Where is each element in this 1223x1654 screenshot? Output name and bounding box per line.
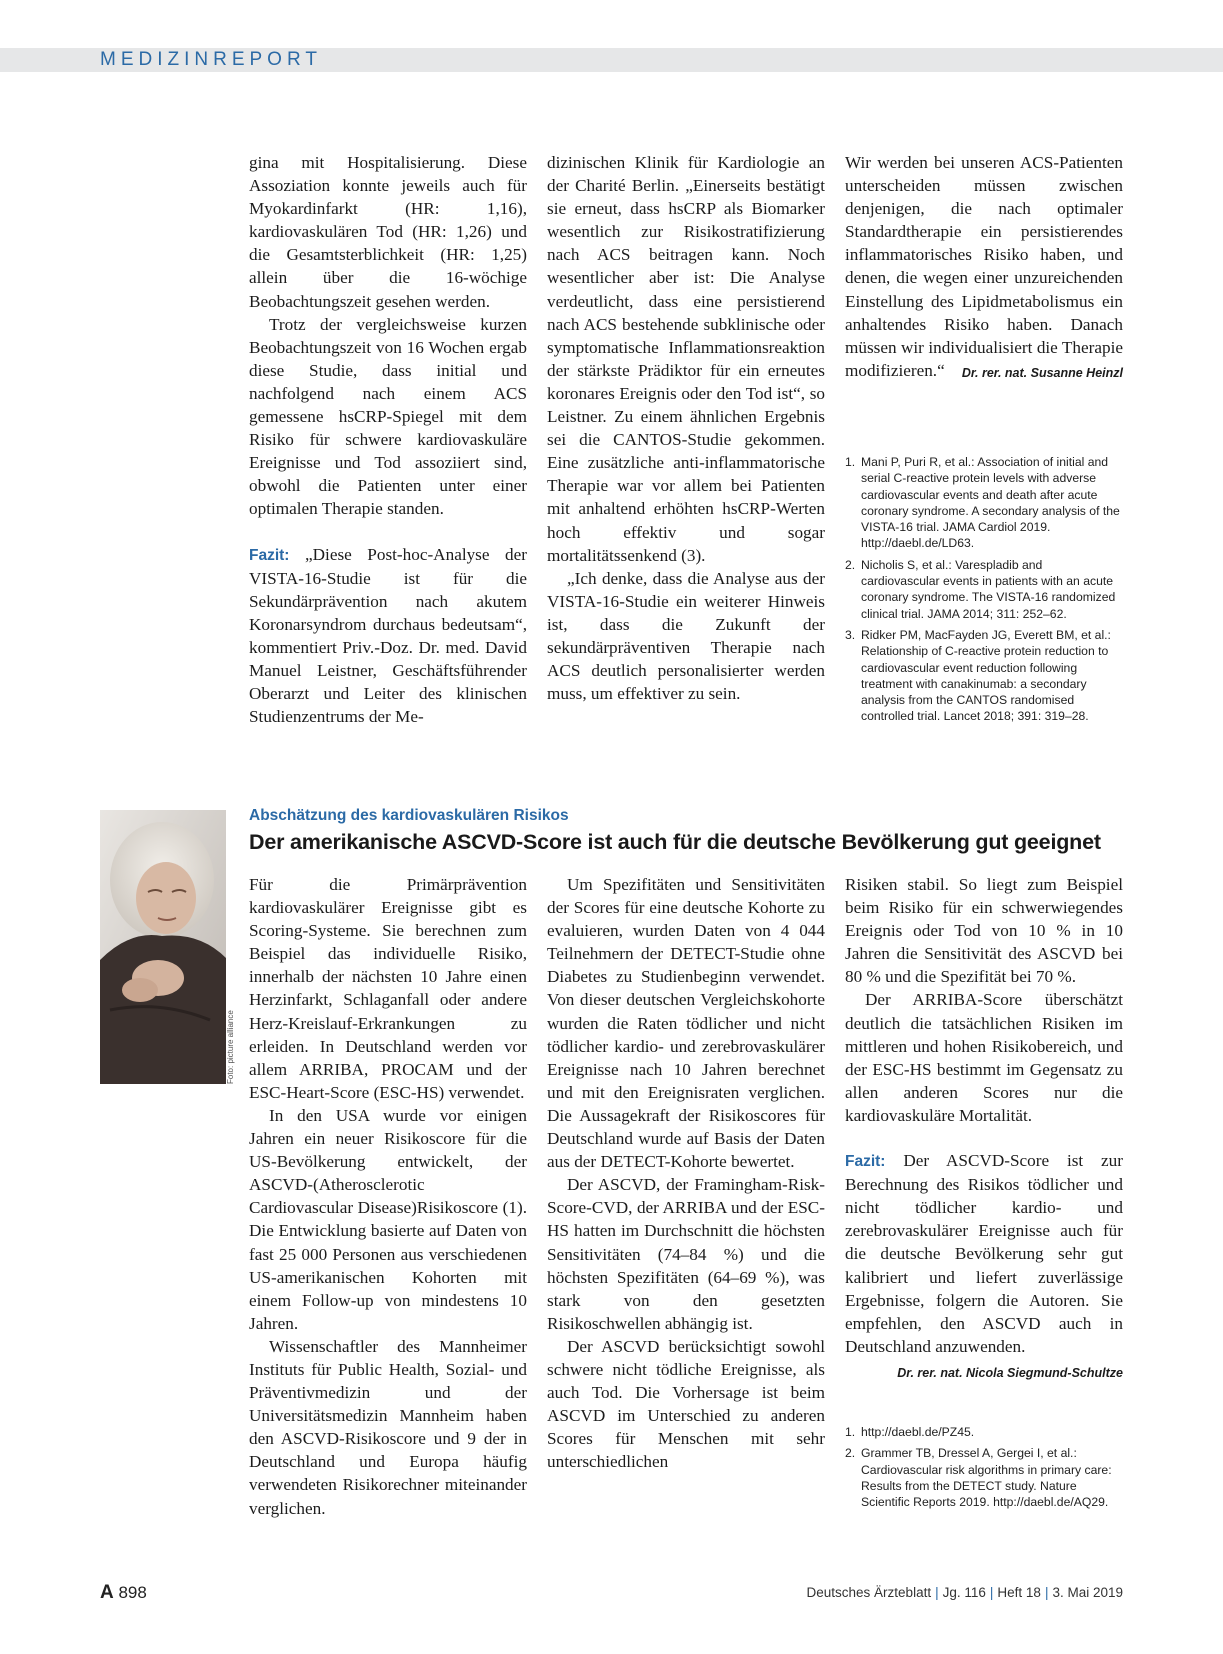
paragraph: Wissenschaftler des Mannheimer Instituts für Public Health, Sozial- und Präventivmedizin und der Universitätsmedizin Mannheim haben den ASCVD-Risikoscore und 9 der in Deutschland und Europa häufig verwendeten Risikorechner miteinander verglichen.	[249, 1336, 527, 1518]
reference-item: 2. Nicholis S, et al.: Varespladib and cardiovascular events in patients with an acute coronary syndrome. The VISTA-16 randomized clinical trial. JAMA 2014; 311: 252–62.	[845, 557, 1116, 621]
fazit-paragraph	[845, 1149, 1123, 1358]
section-label: MEDIZINREPORT	[100, 49, 322, 70]
photo-credit: Foto: picture alliance	[226, 1010, 235, 1084]
article1-column-3	[845, 151, 1123, 385]
paragraph: Trotz der vergleichsweise kurzen Beobachtungszeit von 16 Wochen ergab diese Studie, dass initial und nachfolgend nach einem ACS gemessene hsCRP-Spiegel mit dem Risiko für schwere kardiovaskuläre Ereignisse und Tod assoziiert sind, obwohl die Patienten unter einer optimalen Therapie standen.	[249, 314, 527, 519]
paragraph: dizinischen Klinik für Kardiologie an der Charité Berlin. „Einerseits bestätigt sie erneut, dass hsCRP als Biomarker wesentlich zur Risikostratifizierung nach ACS beitragen kann. Noch wesentlicher aber ist: Die Analyse verdeutlicht, dass eine persistierend nach ACS bestehende subklinische oder symptomatische Inflammationsreaktion der stärkste Prädiktor für ein erneutes koronares Ereignis oder den Tod ist“, so Leistner. Zu einem ähnlichen Ergebnis sei die CANTOS-Studie gekommen. Eine zusätzliche anti-inflammatorische Therapie war vor allem bei Patienten mit anhaltend erhöhten hsCRP-Werten hoch effektiv und sogar mortalitätssenkend (3).	[547, 153, 825, 565]
paragraph: Wir werden bei unseren ACS-Patienten unterscheiden müssen zwischen denjenigen, die nach optimaler Standardtherapie ein persistierendes inflammatorisches Risiko haben, und denen, die wegen einer unzureichenden Einstellung des Lipidmetabolismus ein anhaltendes Risiko haben. Danach müssen wir individualisiert die Therapie modifizieren.“	[845, 153, 1123, 380]
paragraph: Um Spezifitäten und Sensitivitäten der Scores für eine deutsche Kohorte zu evaluieren, wurden Daten von 4 044 Teilnehmern der DETECT-Studie ohne Diabetes zu Studienbeginn verwendet. Von dieser deutschen Vergleichskohorte wurden die Raten tödlicher und nicht tödlicher kardio- und zerebrovaskulärer Ereignisse nach 10 Jahren berechnet und mit den Ereignisraten verglichen. Die Aussagekraft der Risikoscores für Deutschland wurde auf Basis der Daten aus der DETECT-Kohorte bewertet.	[547, 875, 825, 1172]
paragraph: In den USA wurde vor einigen Jahren ein neuer Risikoscore für die US-Bevölkerung entwickelt, der ASCVD-(Atherosclerotic Cardiovascular Disease)Risikoscore (1). Die Entwicklung basierte auf Daten von fast 25 000 Personen aus verschiedenen US-amerikanischen Kohorten mit einem Follow-up von mindestens 10 Jahren.	[249, 1105, 527, 1333]
paragraph: Der ASCVD berücksichtigt sowohl schwere nicht tödliche Ereignisse, als auch Tod. Die Vorhersage ist beim ASCVD im Unterschied zu anderen Scores für Menschen mit sehr unterschiedlichen	[547, 1336, 825, 1472]
article2-references	[845, 1424, 1120, 1515]
reference-item: 1. Mani P, Puri R, et al.: Association of initial and serial C-reactive protein levels with adverse cardiovascular events and death after acute coronary syndrome. A secondary analysis of the VISTA-16 trial. JAMA Cardiol 2019. http://daebl.de/LD63.	[845, 455, 1120, 551]
page-number	[100, 1582, 147, 1604]
woman-portrait-image	[100, 810, 226, 1084]
article2-column-1	[249, 873, 527, 1520]
fazit-label: Fazit:	[845, 1153, 886, 1171]
fazit-text: Der ASCVD-Score ist zur Berechnung des Risikos tödlicher und nicht tödlicher kardio- und zerebrovaskulärer Ereignisse auch für die deutsche Bevölkerung sehr gut kalibriert und liefert zuverlässige Ergebnisse, folgern die Autoren. Sie empfehlen, den ASCVD auch in Deutschland anzuwenden.	[845, 1151, 1123, 1356]
reference-item: 2. Grammer TB, Dressel A, Gergei I, et al.: Cardiovascular risk algorithms in primary care: Results from the DETECT study. Nature Scientific Reports 2019. http://daebl.de/AQ29.	[845, 1446, 1112, 1510]
fazit-text: „Diese Post-hoc-Analyse der VISTA-16-Studie ist für die Sekundärprävention nach akutem Koronarsyndrom durchaus bedeutsam“, kommentiert Priv.-Doz. Dr. med. David Manuel Leistner, Geschäftsführender Oberarzt und Leiter des klinischen Studienzentrums der Me-	[249, 544, 527, 727]
paragraph: Der ARRIBA-Score überschätzt deutlich die tatsächlichen Risiken im mittleren und hohen Risikobereich, und der ESC-HS bestimmt im Gegensatz zu allen anderen Scores nur die kardiovaskuläre Mortalität.	[845, 990, 1123, 1125]
journal-volume: Jg. 116	[942, 1585, 986, 1600]
fazit-label: Fazit:	[249, 546, 290, 564]
article-kicker: Abschätzung des kardiovaskulären Risikos	[249, 807, 569, 824]
page-number-value: 898	[118, 1583, 147, 1602]
article-photo	[100, 810, 226, 1084]
article2-column-3	[845, 873, 1123, 1385]
paragraph: Der ASCVD, der Framingham-Risk-Score-CVD, der ARRIBA und der ESC-HS hatten im Durchschnitt die höchsten Sensitivitäten (74–84 %) und die höchsten Spezifitäten (64–69 %), was stark von den gesetzten Risikoschwellen abhängig ist.	[547, 1175, 825, 1333]
paragraph: „Ich denke, dass die Analyse aus der VISTA-16-Studie ein weiterer Hinweis ist, dass die Zukunft der sekundärpräventiven Therapie nach ACS deutlich personalisierter werden muss, um effektiver zu sein.	[547, 568, 825, 704]
paragraph: gina mit Hospitalisierung. Diese Assoziation konnte jeweils auch für Myokardinfarkt (HR: 1,16), kardiovaskulären Tod (HR: 1,26) und die Gesamtsterblichkeit (HR: 1,25) allein über die 16-wöchige Beobachtungszeit gesehen werden.	[249, 153, 527, 311]
journal-footer: Deutsches Ärzteblatt | Jg. 116 | Heft 18 | 3. Mai 2019	[806, 1585, 1123, 1600]
reference-item: 1. http://daebl.de/PZ45.	[845, 1425, 975, 1439]
article1-column-1	[249, 151, 527, 728]
paragraph: Risiken stabil. So liegt zum Beispiel beim Risiko für ein schwerwiegendes Ereignis oder Tod von 10 % in 10 Jahren die Sensitivität des ASCVD bei 80 % und die Spezifität bei 70 %.	[845, 875, 1123, 987]
fazit-paragraph	[249, 543, 527, 729]
article1-references	[845, 454, 1120, 730]
article-headline: Der amerikanische ASCVD-Score ist auch für die deutsche Bevölkerung gut geeignet	[249, 830, 1101, 854]
journal-issue: Heft 18	[997, 1585, 1041, 1600]
article1-column-2	[547, 151, 825, 705]
author-byline: Dr. rer. nat. Nicola Siegmund-Schultze	[897, 1365, 1123, 1380]
page-prefix: A	[100, 1582, 114, 1603]
journal-date: 3. Mai 2019	[1052, 1585, 1123, 1600]
author-byline: Dr. rer. nat. Susanne Heinzl	[961, 365, 1123, 380]
paragraph: Für die Primärprävention kardiovaskulärer Ereignisse gibt es Scoring-Systeme. Sie berechnen zum Beispiel das individuelle Risiko, innerhalb der nächsten 10 Jahre einen Herzinfarkt, Schlaganfall oder andere Herz-Kreislauf-Erkrankungen zu erleiden. In Deutschland werden vor allem ARRIBA, PROCAM und der ESC-Heart-Score (ESC-HS) verwendet.	[249, 875, 527, 1102]
article2-column-2	[547, 873, 825, 1473]
reference-item: 3. Ridker PM, MacFayden JG, Everett BM, et al.: Relationship of C-reactive protein reduction to cardiovascular event reduction following treatment with canakinumab: a secondary analysis from the CANTOS randomised controlled trial. Lancet 2018; 391: 319–28.	[845, 627, 1111, 724]
journal-name: Deutsches Ärzteblatt	[806, 1585, 932, 1600]
